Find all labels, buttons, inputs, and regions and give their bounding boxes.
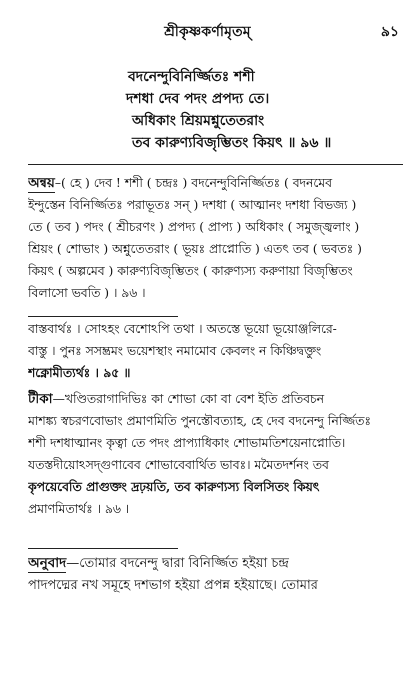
anvaya-line xyxy=(28,172,398,194)
tika-text: —খণ্ডিতরাগাদিভিঃ কা শোভা কো বা বেশ ইতি প্রতিবচন xyxy=(52,392,324,406)
verse-line: অধিকাং শ্রিয়মশ্নুতেতরাং xyxy=(132,113,265,129)
divider-rule xyxy=(28,316,178,317)
anubad-text: —তোমার বদনেন্দু দ্বারা বিনির্জ্জিত হইয়া চন্দ্র xyxy=(66,556,289,571)
tika-line: কৃপয়েবেতি প্রাগুক্তং দ্রঢ়য়তি, তব কারুণ্যস্য বিলসিতং কিয়ৎ xyxy=(28,479,320,494)
anubad-line xyxy=(28,552,398,575)
artha-line: শক্নোমীত্যর্থঃ । ৯৫ ॥ xyxy=(28,365,131,380)
anvaya-paragraph xyxy=(28,172,398,304)
artha-paragraph xyxy=(28,318,398,384)
tika-line xyxy=(28,388,398,410)
anvaya-line: তে ( তব ) পদং ( শ্রীচরণং ) প্রপদ্য ( প্রাপ্য ) অধিকাং ( সমুজ্জ্বলাং ) xyxy=(28,220,360,234)
anvaya-line: শ্রিয়ং ( শোভাং ) অশ্নুতেতরাং ( ভূয়ঃ প্রাপ্নোতি ) এতৎ তব ( ভবতঃ ) xyxy=(28,242,362,256)
page-number: ৯১ xyxy=(380,24,399,40)
divider-rule xyxy=(28,164,403,165)
tika-line: শশী দশধাত্মানং কৃত্বা তে পদং প্রাপ্যাধিকাং শোভামতিশয়েনাপ্নোতি। xyxy=(28,436,346,450)
tika-label: টীকা xyxy=(28,391,53,407)
page-header xyxy=(0,20,415,44)
sanskrit-verse xyxy=(0,66,415,154)
anvaya-text: –( হে ) দেব ! শশী ( চন্দ্রঃ ) বদনেন্দুবিনির্জ্জিতঃ ( বদনমেব xyxy=(54,176,332,190)
anubad-label: অনুবাদ xyxy=(28,555,67,571)
anubad-paragraph xyxy=(28,552,398,597)
divider-rule xyxy=(28,548,178,549)
artha-line: বাস্তবার্থঃ । সোঽহং বেশোঽপি তথা । অতস্তে ভূয়ো ভূয়োঞ্জলিরে- xyxy=(28,322,337,336)
verse-line: দশধা দেব পদং প্রপদ্য তে। xyxy=(126,91,270,107)
verse-line: তব কারুণ্যবিজৃম্ভিতং কিয়ৎ ॥ ৯৬ ॥ xyxy=(132,135,332,151)
artha-line: বাস্তু । পুনঃ সসম্ভ্রমং ভয়েশস্থাং নমামোব কেবলং ন কিঞ্চিদ্বক্তুং xyxy=(28,344,322,358)
tika-line: মাশঙ্ক্য স্বচরণবোভাং প্রমাণমিতি পুনস্তৌবত্যাহ, হে দেব বদনেন্দু নির্জ্জিতঃ xyxy=(28,414,371,428)
anvaya-line: বিলাসো ভবতি ) । ৯৬ । xyxy=(28,286,146,300)
tika-line: প্রমাণমিতার্থঃ । ৯৬ । xyxy=(28,502,130,516)
tika-line: যতস্তদীয়োঽসদ্গুণাবেব শোভাবেবার্থিত ভাবঃ। মমৈতদর্শনং তব xyxy=(28,458,329,472)
running-title: শ্রীকৃষ্ণকর্ণামৃতম্ xyxy=(164,24,251,40)
anvaya-label: অন্বয় xyxy=(28,175,55,191)
verse-line: বদনেন্দুবিনির্জ্জিতঃ শশী xyxy=(128,69,255,85)
anubad-line: পাদপদ্মের নখ সমূহে দশভাগ হইয়া প্রপন্ন হইয়াছে। তোমার xyxy=(28,578,318,593)
anvaya-line: ইন্দুস্তেন বিনির্জ্জিতঃ পরাভূতঃ সন্ ) দশধা ( আত্মানং দশধা বিভজ্য ) xyxy=(28,198,357,212)
anvaya-line: কিয়ৎ ( অল্পমেব ) কারুণ্যবিজৃম্ভিতং ( কারুণ্যস্য করুণায়া বিজৃম্ভিতং xyxy=(28,264,353,278)
tika-paragraph xyxy=(28,388,398,520)
